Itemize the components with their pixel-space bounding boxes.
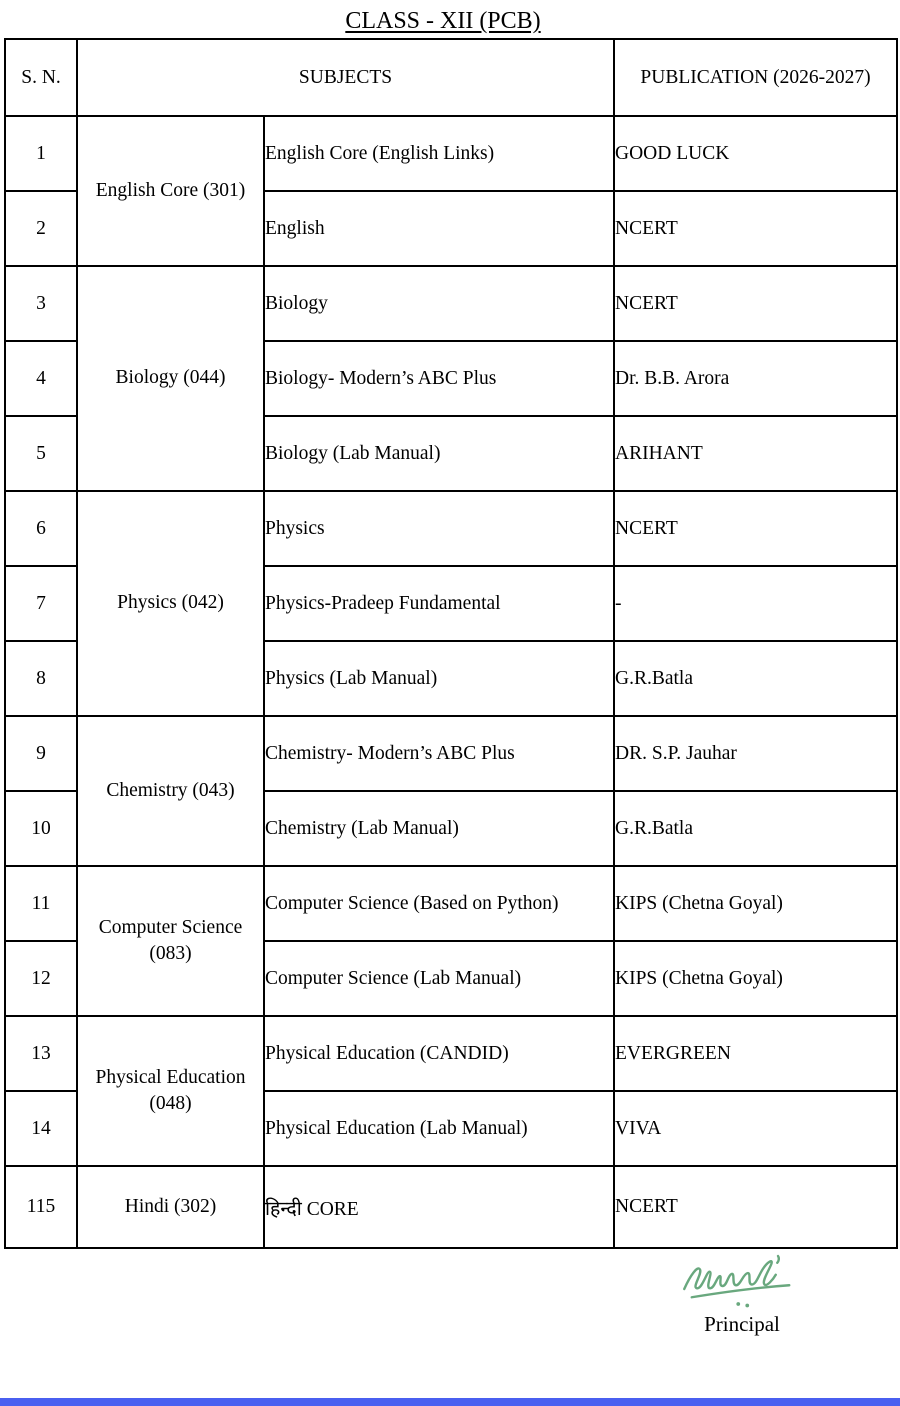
- subject-group-cell: Physics (042): [77, 491, 264, 716]
- serial-cell: 3: [5, 266, 77, 341]
- book-cell: Biology- Modern’s ABC Plus: [264, 341, 614, 416]
- publication-cell: Dr. B.B. Arora: [614, 341, 897, 416]
- serial-cell: 10: [5, 791, 77, 866]
- publication-cell: ARIHANT: [614, 416, 897, 491]
- book-cell: English: [264, 191, 614, 266]
- publication-cell: G.R.Batla: [614, 641, 897, 716]
- table-header-row: [5, 39, 897, 116]
- book-cell: Physics-Pradeep Fundamental: [264, 566, 614, 641]
- serial-cell: 8: [5, 641, 77, 716]
- book-cell: Chemistry- Modern’s ABC Plus: [264, 716, 614, 791]
- subject-group-cell: Physical Education (048): [77, 1016, 264, 1166]
- header-publication: PUBLICATION (2026-2027): [614, 39, 897, 116]
- serial-cell: 5: [5, 416, 77, 491]
- serial-cell: 6: [5, 491, 77, 566]
- publication-cell: -: [614, 566, 897, 641]
- bottom-bar: [0, 1398, 900, 1406]
- book-table-body: [5, 116, 897, 1248]
- book-cell: हिन्दी CORE: [264, 1166, 614, 1248]
- publication-cell: VIVA: [614, 1091, 897, 1166]
- signature-block: [672, 1250, 812, 1337]
- header-subjects: SUBJECTS: [77, 39, 614, 116]
- serial-cell: 12: [5, 941, 77, 1016]
- publication-cell: GOOD LUCK: [614, 116, 897, 191]
- principal-label: Principal: [704, 1312, 780, 1336]
- book-cell: Computer Science (Lab Manual): [264, 941, 614, 1016]
- serial-cell: 11: [5, 866, 77, 941]
- publication-cell: EVERGREEN: [614, 1016, 897, 1091]
- table-row: [5, 491, 897, 566]
- publication-cell: NCERT: [614, 191, 897, 266]
- table-row: [5, 116, 897, 191]
- publication-cell: KIPS (Chetna Goyal): [614, 866, 897, 941]
- serial-cell: 2: [5, 191, 77, 266]
- publication-cell: G.R.Batla: [614, 791, 897, 866]
- subject-group-cell: English Core (301): [77, 116, 264, 266]
- book-cell: Biology (Lab Manual): [264, 416, 614, 491]
- publication-cell: NCERT: [614, 1166, 897, 1248]
- book-list-table: [4, 38, 898, 1249]
- publication-cell: NCERT: [614, 491, 897, 566]
- publication-cell: NCERT: [614, 266, 897, 341]
- serial-cell: 115: [5, 1166, 77, 1248]
- serial-cell: 14: [5, 1091, 77, 1166]
- publication-cell: KIPS (Chetna Goyal): [614, 941, 897, 1016]
- serial-cell: 4: [5, 341, 77, 416]
- header-serial-number: S. N.: [5, 39, 77, 116]
- book-cell: Physics: [264, 491, 614, 566]
- publication-cell: DR. S.P. Jauhar: [614, 716, 897, 791]
- serial-cell: 9: [5, 716, 77, 791]
- subject-group-cell: Hindi (302): [77, 1166, 264, 1248]
- page-title: CLASS - XII (PCB): [345, 8, 541, 34]
- principal-signature-icon: [678, 1250, 806, 1310]
- table-row: [5, 1016, 897, 1091]
- serial-cell: 13: [5, 1016, 77, 1091]
- book-cell: Biology: [264, 266, 614, 341]
- book-cell: Physical Education (CANDID): [264, 1016, 614, 1091]
- book-cell: Physics (Lab Manual): [264, 641, 614, 716]
- table-row: [5, 266, 897, 341]
- book-cell: Chemistry (Lab Manual): [264, 791, 614, 866]
- subject-group-cell: Biology (044): [77, 266, 264, 491]
- serial-cell: 1: [5, 116, 77, 191]
- subject-group-cell: Chemistry (043): [77, 716, 264, 866]
- book-cell: English Core (English Links): [264, 116, 614, 191]
- book-cell: Physical Education (Lab Manual): [264, 1091, 614, 1166]
- book-cell: Computer Science (Based on Python): [264, 866, 614, 941]
- serial-cell: 7: [5, 566, 77, 641]
- table-row: [5, 1166, 897, 1248]
- table-row: [5, 866, 897, 941]
- table-row: [5, 716, 897, 791]
- subject-group-cell: Computer Science (083): [77, 866, 264, 1016]
